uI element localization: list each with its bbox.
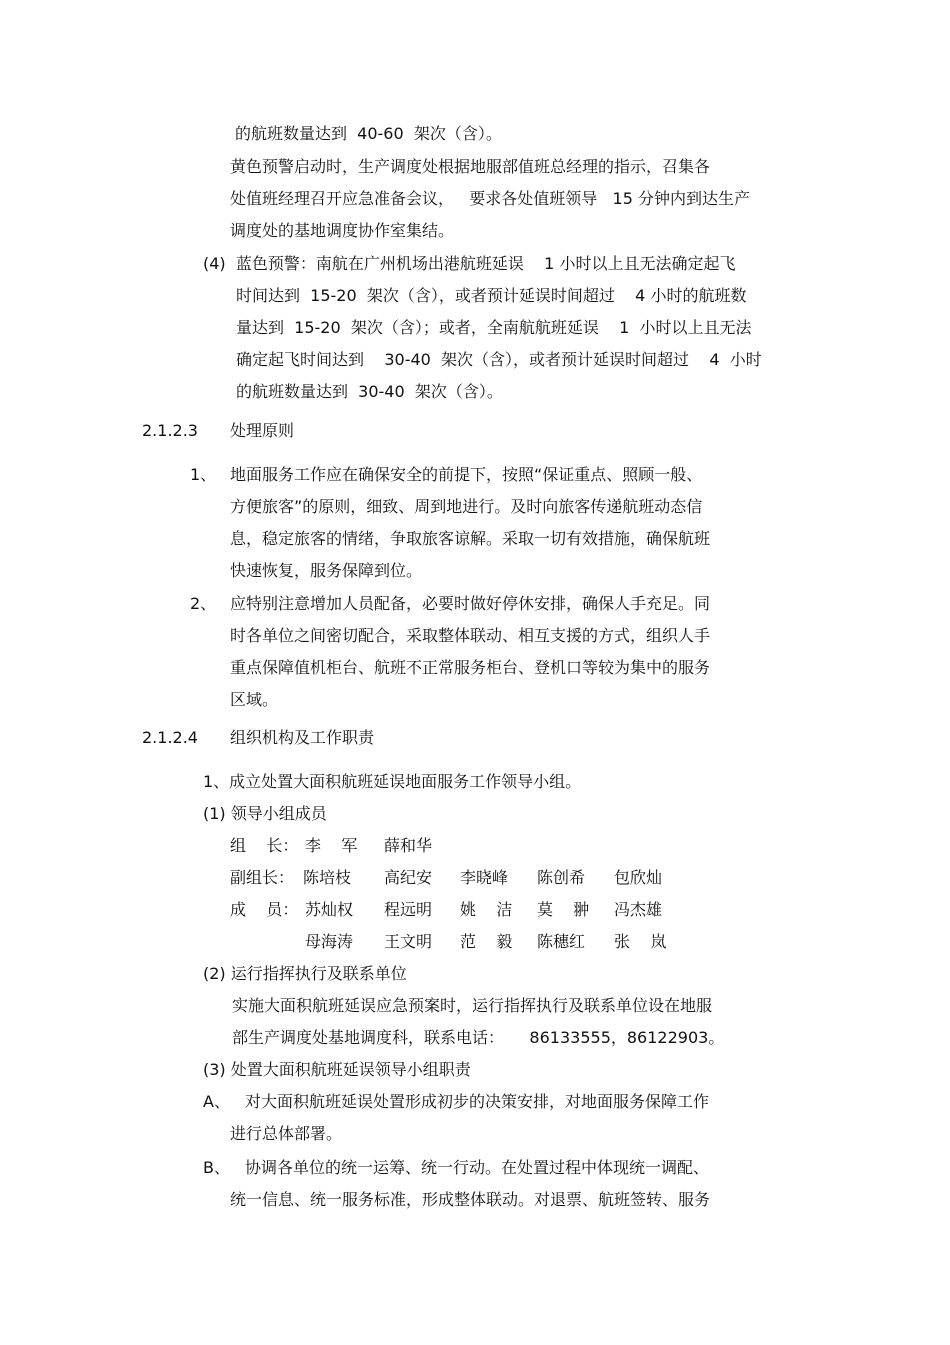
- roster-name: 母海涛: [305, 932, 354, 951]
- text-line: 进行总体部署。: [230, 1124, 343, 1143]
- roster-name: 莫 翀: [537, 900, 590, 919]
- text-line: 统一信息、统一服务标准，形成整体联动。对退票、航班签转、服务: [230, 1190, 711, 1209]
- roster-name: 姚 洁: [460, 900, 513, 919]
- text-line: 区域。: [230, 690, 279, 709]
- section-number: 2.1.2.4: [142, 728, 198, 747]
- roster-name: 高纪安: [384, 868, 433, 887]
- roster-name: 王文明: [384, 932, 433, 951]
- text-line: (2) 运行指挥执行及联系单位: [203, 964, 407, 983]
- list-marker: 1、: [190, 465, 217, 484]
- text-line: 快速恢复，服务保障到位。: [230, 561, 423, 580]
- text-line: 部生产调度处基地调度科，联系电话： 86133555，86122903。: [232, 1028, 725, 1047]
- text-line: (3) 处置大面积航班延误领导小组职责: [203, 1060, 471, 1079]
- roster-name: 陈穗红: [537, 932, 586, 951]
- section-title: 组织机构及工作职责: [230, 728, 375, 747]
- list-marker: B、: [203, 1158, 230, 1177]
- roster-name: 程远明: [384, 900, 433, 919]
- text-line: 协调各单位的统一运筹、统一行动。在处置过程中体现统一调配、: [245, 1158, 710, 1177]
- roster-label: 组 长：: [230, 836, 299, 855]
- roster-name: 苏灿权: [305, 900, 354, 919]
- text-line: 处值班经理召开应急准备会议， 要求各处值班领导 15 分钟内到达生产: [230, 189, 750, 208]
- roster-name: 李 军: [305, 836, 358, 855]
- roster-name: 李晓峰: [460, 868, 509, 887]
- roster-name: 陈创希: [537, 868, 586, 887]
- text-line: 对大面积航班延误处置形成初步的决策安排，对地面服务保障工作: [245, 1092, 710, 1111]
- text-line: 量达到 15-20 架次（含）；或者，全南航航班延误 1 小时以上且无法: [236, 318, 752, 337]
- list-marker: A、: [203, 1092, 230, 1111]
- text-line: 时间达到 15-20 架次（含），或者预计延误时间超过 4 小时的航班数: [236, 286, 747, 305]
- section-title: 处理原则: [230, 421, 295, 440]
- text-line: 息，稳定旅客的情绪，争取旅客谅解。采取一切有效措施，确保航班: [230, 529, 711, 548]
- roster-name: 范 毅: [460, 932, 513, 951]
- text-line: (1) 领导小组成员: [203, 804, 327, 823]
- text-line: 地面服务工作应在确保安全的前提下，按照“保证重点、照顾一般、: [230, 465, 703, 484]
- roster-label: 成 员：: [230, 900, 299, 919]
- text-line: 的航班数量达到 40-60 架次（含）。: [235, 124, 502, 143]
- text-line: 时各单位之间密切配合，采取整体联动、相互支援的方式，组织人手: [230, 626, 711, 645]
- list-marker: 2、: [190, 594, 217, 613]
- text-line: 实施大面积航班延误应急预案时，运行指挥执行及联系单位设在地服: [232, 996, 713, 1015]
- roster-name: 陈培枝: [303, 868, 352, 887]
- section-number: 2.1.2.3: [142, 421, 198, 440]
- roster-name: 张 岚: [614, 932, 667, 951]
- text-line: 的航班数量达到 30-40 架次（含）。: [236, 382, 503, 401]
- text-line: 确定起飞时间达到 30-40 架次（含），或者预计延误时间超过 4 小时: [236, 350, 762, 369]
- roster-label: 副组长：: [230, 868, 295, 887]
- roster-name: 包欣灿: [614, 868, 663, 887]
- text-line: 方便旅客”的原则，细致、周到地进行。及时向旅客传递航班动态信: [230, 497, 703, 516]
- roster-name: 薛和华: [384, 836, 433, 855]
- roster-name: 冯杰雄: [614, 900, 663, 919]
- text-line: (4) 蓝色预警：南航在广州机场出港航班延误 1 小时以上且无法确定起飞: [203, 254, 736, 273]
- text-line: 调度处的基地调度协作室集结。: [230, 221, 455, 240]
- text-line: 重点保障值机柜台、航班不正常服务柜台、登机口等较为集中的服务: [230, 658, 711, 677]
- text-line: 黄色预警启动时，生产调度处根据地服部值班总经理的指示，召集各: [230, 157, 711, 176]
- text-line: 应特别注意增加人员配备，必要时做好停休安排，确保人手充足。同: [230, 594, 711, 613]
- text-line: 1、成立处置大面积航班延误地面服务工作领导小组。: [203, 772, 582, 791]
